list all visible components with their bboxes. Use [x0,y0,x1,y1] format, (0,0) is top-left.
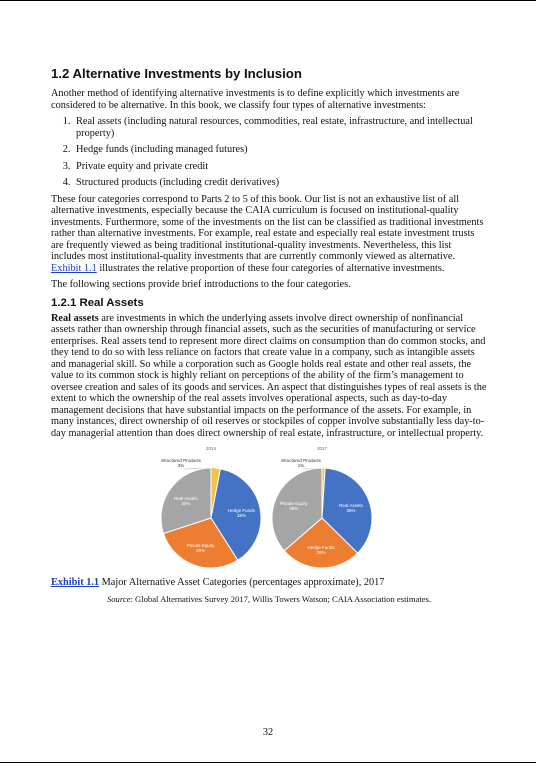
categories-paragraph [51,194,487,275]
list-item: 1. Real assets (including natural resources, commodities, real estate, infrastructure, and intellectual property) [73,116,487,139]
pie-label: Hedge Funds 38% [227,508,255,519]
following-sections-paragraph: The following sections provide brief introductions to the four categories. [51,279,351,290]
list-item: 3. Private equity and private credit [73,161,487,173]
exhibit-caption [51,577,487,589]
top-rule [0,0,536,1]
real-assets-body: are investments in which the underlying assets involve direct ownership of nonfinancial assets rather than ownership through financial assets, such as the securities of manufacturing or service enterprises. Real assets tend to represent more direct claims on consumption than do common stocks, and they tend to do so with less reliance on factors that create value in a company, such as intangible assets and managerial skill. So while a corporation such as Google holds real estate and other real assets, the value to its common stock is highly reliant on perceptions of the ability of the firm’s management to oversee creation and sales of its goods and services. An aspect that distinguishes types of real assets is the extent to which the ownership of the real assets involves operational aspects, such as day-to-day management decisions that have substantial impacts on the performance of the assets. For example, in many instances, direct ownership of oil reserves or stockpiles of copper involve substantially less day-to-day managerial attention than does direct ownership of real estate, infrastructure, or intellectual property. [51,312,487,439]
section-heading: 1.2 Alternative Investments by Inclusion [51,66,302,81]
exhibit-link[interactable]: Exhibit 1.1 [51,262,97,274]
list-item: 2. Hedge funds (including managed futures) [73,144,487,156]
caption-text: Major Alternative Asset Categories (percentages approximate), 2017 [99,577,385,588]
caption-exhibit-link[interactable] [51,577,99,588]
pie-label: Private Equity 29% [186,543,215,554]
real-assets-term: Real assets [51,312,99,324]
caption-exhibit-label: Exhibit 1.1 [51,577,100,588]
pie-label: Real Assets 30% [174,495,198,506]
list-item: 4. Structured products (including credit derivatives) [73,177,487,189]
exhibit-figure [51,444,487,574]
page-content [51,66,487,605]
pie-label: Structured Products 3% [161,458,201,468]
alternative-investment-types-list [51,116,487,189]
pie-label: Private Equity 36% [279,501,308,512]
source-text: : Global Alternatives Survey 2017, Willis Towers Watson; CAIA Association estimates. [130,594,432,604]
subsection-heading: 1.2.1 Real Assets [51,296,144,309]
intro-paragraph: Another method of identifying alternative investments is to define explicitly which investments are considered to be alternative. In this book, we classify four types of alternative investments: [51,88,460,111]
pie-title: 2014 [205,446,217,451]
exhibit-source [51,594,487,605]
source-label: Source [106,594,131,604]
pie-title: 2017 [316,446,328,451]
categories-text: These four categories correspond to Parts 2 to 5 of this book. Our list is not an exhaustive list of all alternative investments, especially because the CAIA curriculum is focused on institutional-quality investments. Furthermore, some of the investments on the list can be classified as traditional investments rather than alternative investments. For example, real estate and especially real estate investment trusts are frequently viewed as being traditional institutional-quality investments. Nevertheless, this list includes most institutional-quality investments that are currently commonly viewed as alternative. [51,193,484,262]
pie-charts [51,444,487,574]
real-assets-paragraph [51,313,487,440]
categories-text-tail: illustrates the relative proportion of these four categories of alternative investments. [96,262,445,274]
pie-label: Real Assets 36% [339,502,363,513]
pie-label: Structured Products 1% [281,458,321,468]
bottom-rule [0,762,536,763]
page-number: 32 [262,727,274,738]
pie-label: Hedge Funds 26% [307,544,335,555]
